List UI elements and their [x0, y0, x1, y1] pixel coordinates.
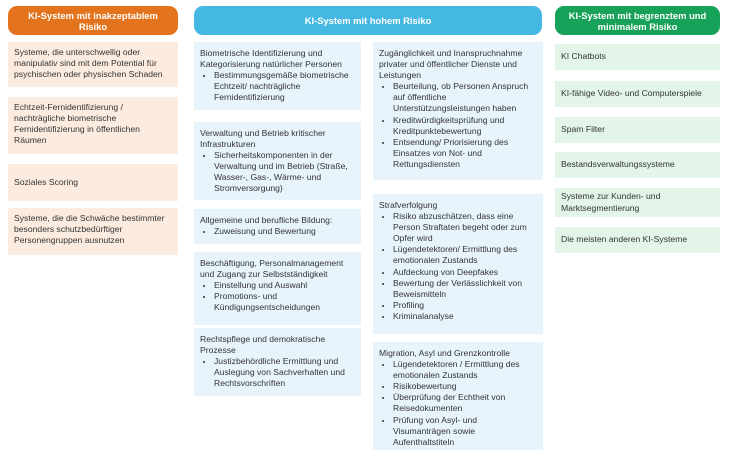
right-item: Systeme zur Kunden- und Marktsegmentierung	[555, 188, 720, 217]
category-title: Biometrische Identifizierung und Kategorisierung natürlicher Personen	[200, 48, 342, 70]
bullet-item: • Promotions- und Kündigungsentscheidungen	[214, 291, 355, 313]
category-employment	[194, 252, 361, 325]
bullet-item: • Lügendetektoren / Ermittlung des emotionalen Zustands	[393, 359, 537, 381]
bullet-list	[200, 356, 355, 389]
bullet-item: • Kriminalanalyse	[393, 311, 537, 322]
left-item: Systeme, die die Schwäche bestimmter besonders schutzbedürftiger Personengruppen ausnutzen	[8, 208, 178, 255]
bullet-item: • Justizbehördliche Ermittlung und Auslegung von Sachverhalten und Rechtsvorschriften	[214, 356, 355, 389]
bullet-list	[200, 70, 355, 103]
header-high-risk: KI-System mit hohem Risiko	[194, 6, 542, 35]
category-law-enforcement	[373, 194, 543, 334]
bullet-item: • Sicherheitskomponenten in der Verwaltung und im Betrieb (Straße, Wasser-, Gas-, Wärme- und Stromversorgung)	[214, 150, 355, 194]
right-item: Bestandsverwaltungssysteme	[555, 152, 720, 178]
bullet-item: • Beurteilung, ob Personen Anspruch auf öffentliche Unterstützungsleistungen haben	[393, 81, 537, 114]
category-title: Strafverfolgung	[379, 200, 438, 210]
category-biometrics	[194, 42, 361, 110]
bullet-item: • Entsendung/ Priorisierung des Einsatzes von Not- und Rettungsdiensten	[393, 137, 537, 170]
category-migration	[373, 342, 543, 450]
right-item: Spam Filter	[555, 117, 720, 143]
bullet-list	[379, 81, 537, 170]
bullet-item: • Risikobewertung	[393, 381, 537, 392]
right-item: KI Chatbots	[555, 44, 720, 70]
category-title: Zugänglichkeit und Inanspruchnahme privater und öffentlicher Dienste und Leistungen	[379, 48, 523, 81]
left-item: Echtzeit-Fernidentifizierung / nachträgliche biometrische Fernidentifizierung in öffentlichen Räumen	[8, 97, 178, 154]
category-title: Allgemeine und berufliche Bildung:	[200, 215, 333, 225]
header-limited-minimal-risk: KI-System mit begrenztem und minimalem Risiko	[555, 6, 720, 35]
bullet-item: • Profiling	[393, 300, 537, 311]
bullet-item: • Lügendetektoren/ Ermittlung des emotionalen Zustands	[393, 244, 537, 266]
bullet-list	[379, 359, 537, 448]
category-critical-infrastructure	[194, 122, 361, 200]
bullet-list	[200, 280, 355, 313]
bullet-item: • Einstellung und Auswahl	[214, 280, 355, 291]
bullet-item: • Bewertung der Verlässlichkeit von Beweismitteln	[393, 278, 537, 300]
bullet-item: • Kreditwürdigkeitsprüfung und Kreditpunktebewertung	[393, 115, 537, 137]
right-item: Die meisten anderen KI-Systeme	[555, 227, 720, 253]
category-title: Rechtspflege und demokratische Prozesse	[200, 334, 326, 356]
category-title: Beschäftigung, Personalmanagement und Zugang zur Selbstständigkeit	[200, 258, 344, 280]
right-item: KI-fähige Video- und Computerspiele	[555, 81, 720, 107]
bullet-list	[379, 211, 537, 322]
bullet-item: • Aufdeckung von Deepfakes	[393, 267, 537, 278]
bullet-list	[200, 226, 355, 237]
category-title: Migration, Asyl und Grenzkontrolle	[379, 348, 510, 358]
category-title: Verwaltung und Betrieb kritischer Infrastrukturen	[200, 128, 326, 150]
bullet-list	[200, 150, 355, 194]
left-item: Soziales Scoring	[8, 164, 178, 201]
bullet-item: • Überprüfung der Echtheit von Reisedokumenten	[393, 392, 537, 414]
bullet-item: • Prüfung von Asyl- und Visumanträgen sowie Aufenthaltstiteln	[393, 415, 537, 448]
category-justice	[194, 328, 361, 396]
bullet-item: • Bestimmungsgemäße biometrische Echtzeit/ nachträgliche Fernidentifizierung	[214, 70, 355, 103]
bullet-item: • Risiko abzuschätzen, dass eine Person Straftaten begeht oder zum Opfer wird	[393, 211, 537, 244]
category-services	[373, 42, 543, 180]
header-unacceptable-risk: KI-System mit inakzeptablem Risiko	[8, 6, 178, 35]
left-item: Systeme, die unterschwellig oder manipulativ sind mit dem Potential für psychischen oder physischen Schaden	[8, 42, 178, 87]
bullet-item: • Zuweisung und Bewertung	[214, 226, 355, 237]
category-education	[194, 209, 361, 244]
